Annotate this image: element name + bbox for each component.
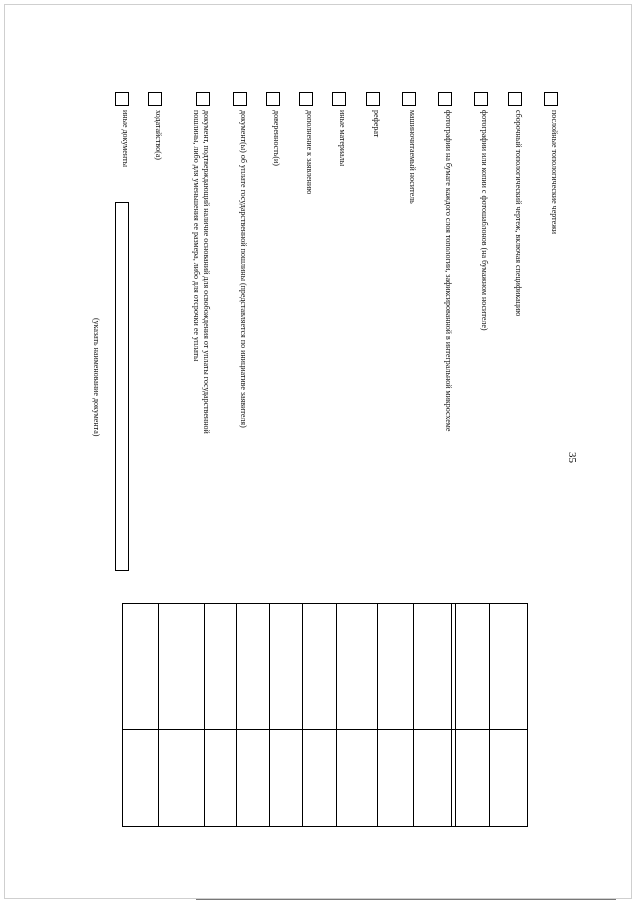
checkbox[interactable] [115, 92, 129, 106]
counts-table [122, 603, 528, 827]
table-row-divider [413, 604, 414, 826]
checkbox[interactable] [544, 92, 558, 106]
table-row-divider [158, 604, 159, 826]
other-documents-caption: (указать наименование документа) [92, 318, 101, 437]
table-row-divider [455, 604, 456, 826]
checkbox[interactable] [332, 92, 346, 106]
checklist-item-label-line2: пошлины, либо для уменьшения ее размера, либо для отсрочки ее уплаты [192, 110, 201, 362]
table-row-divider [451, 604, 452, 826]
checkbox[interactable] [266, 92, 280, 106]
checklist-item-label: фотографии или копии с фотошаблонов (на бумажном носителе) [480, 110, 489, 331]
checklist-item-label: доверенность(и) [272, 110, 281, 166]
checklist-item-label: иные материалы [338, 110, 347, 167]
checkbox[interactable] [438, 92, 452, 106]
checkbox[interactable] [196, 92, 210, 106]
checkbox[interactable] [366, 92, 380, 106]
table-row-divider [204, 604, 205, 826]
checkbox[interactable] [299, 92, 313, 106]
table-row-divider [489, 604, 490, 826]
checklist-item-label: реферат [372, 110, 381, 138]
checklist-item-label: иные документы [121, 110, 130, 167]
table-column-divider [123, 729, 527, 730]
table-row-divider [269, 604, 270, 826]
checklist-item-label: сборочный топологический чертеж, включая спецификацию [514, 110, 523, 317]
checklist-item-label: машиночитаемый носитель [408, 110, 417, 204]
checkbox[interactable] [233, 92, 247, 106]
table-row-divider [236, 604, 237, 826]
checklist-item-label: фотографии на бумаге каждого слоя топологии, зафиксированной в интегральной микросхеме [444, 110, 453, 432]
table-row-divider [377, 604, 378, 826]
checklist-item-label: послойные топологические чертежи [550, 110, 559, 234]
checklist-item-label: документ(ы) об уплате государственной пошлины (представляется по инициативе заявителя) [239, 110, 248, 428]
checkbox[interactable] [402, 92, 416, 106]
table-row-divider [302, 604, 303, 826]
checkbox[interactable] [474, 92, 488, 106]
checklist-item-label: ходатайство(а) [154, 110, 163, 160]
table-row-divider [336, 604, 337, 826]
checklist-item-label: дополнение к заявлению [305, 110, 314, 195]
other-documents-input[interactable] [115, 202, 129, 571]
checkbox[interactable] [508, 92, 522, 106]
page-number: 35 [566, 452, 578, 463]
checklist-item-label: документ, подтверждающий наличие оснований для освобождения от уплаты государственной [202, 110, 211, 434]
checkbox[interactable] [148, 92, 162, 106]
